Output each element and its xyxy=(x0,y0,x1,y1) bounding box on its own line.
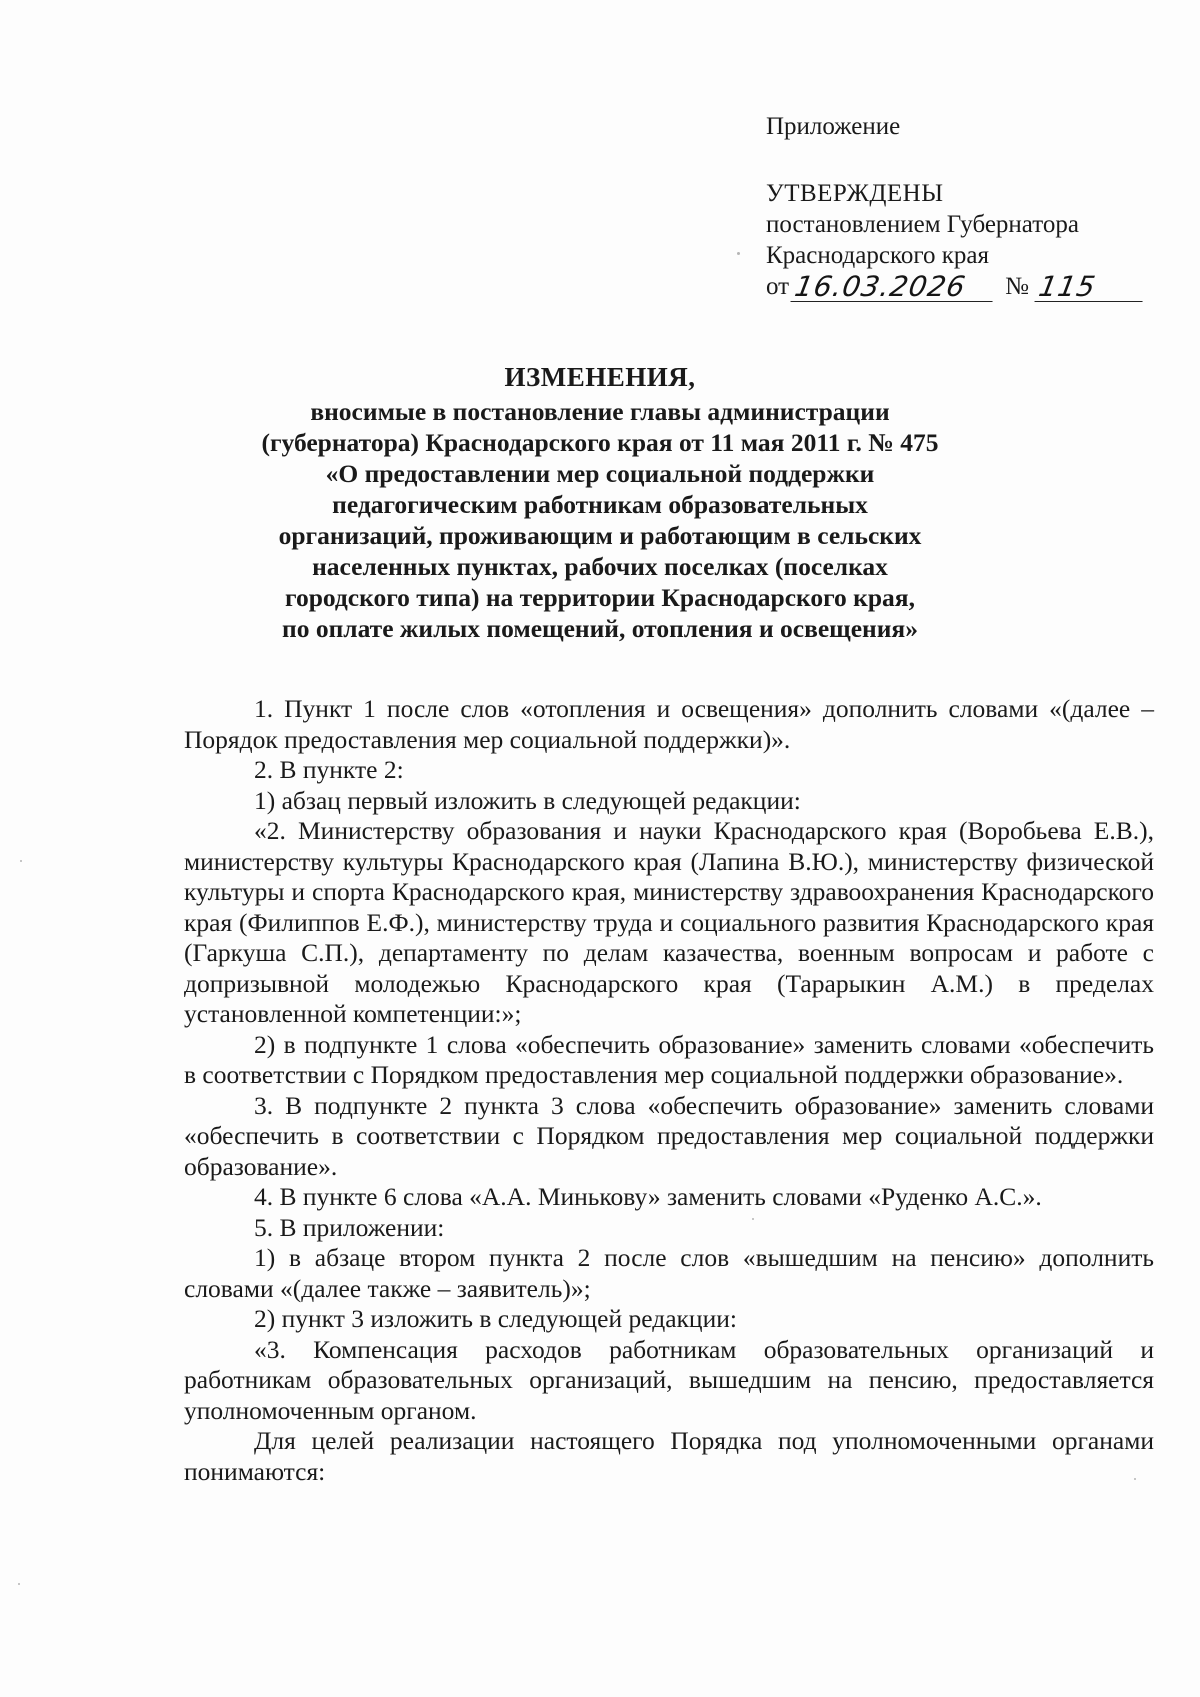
approval-date-line xyxy=(766,271,1145,302)
paragraph-2: 2. В пункте 2: xyxy=(254,755,404,784)
number-sign: № xyxy=(1005,273,1029,300)
handwritten-number: 115 xyxy=(1034,273,1147,302)
paragraph-3: 1) абзац первый изложить в следующей редакции: xyxy=(254,785,801,815)
scan-speck xyxy=(737,252,740,255)
title-line: «О предоставлении мер социальной поддержки xyxy=(325,459,875,488)
scan-speck xyxy=(20,860,22,862)
approval-line-2: Краснодарского края xyxy=(766,242,989,269)
title-line: педагогическим работникам образовательных xyxy=(332,490,868,519)
approval-block xyxy=(766,178,1145,302)
paragraph-10: 2) пункт 3 изложить в следующей редакции: xyxy=(254,1304,737,1333)
approval-title: УТВЕРЖДЕНЫ xyxy=(766,180,944,207)
title-line: по оплате жилых помещений, отопления и освещения» xyxy=(282,614,918,643)
document-title xyxy=(120,362,1080,644)
scan-speck xyxy=(18,1583,20,1585)
paragraph-9: 1) в абзаце втором пункта 2 после слов «вышедшим на пенсию» дополнить словами «(далее также – заявитель)»; xyxy=(184,1243,1154,1303)
title-line: населенных пунктах, рабочих поселках (поселках xyxy=(312,552,888,581)
date-prefix: от xyxy=(766,273,790,300)
title-line: вносимые в постановление главы администрации xyxy=(310,397,890,426)
appendix-label: Приложение xyxy=(766,113,901,140)
handwritten-date: 16.03.2026 xyxy=(791,273,998,302)
title-line: (губернатора) Краснодарского края от 11 мая 2011 г. № 475 xyxy=(261,428,939,457)
paragraph-6: 3. В подпункте 2 пункта 3 слова «обеспечить образование» заменить словами «обеспечить в соответствии с Порядком предоставления мер социальной поддержки образование». xyxy=(184,1090,1154,1181)
title-main: ИЗМЕНЕНИЯ, xyxy=(504,362,696,392)
title-line: городского типа) на территории Краснодарского края, xyxy=(285,583,915,612)
paragraph-11: «3. Компенсация расходов работникам образовательных организаций и работникам образовательных организаций, вышедшим на пенсию, предоставляется уполномоченным органом. xyxy=(184,1334,1154,1425)
paragraph-5: 2) в подпункте 1 слова «обеспечить образование» заменить словами «обеспечить в соответствии с Порядком предоставления мер социальной поддержки образование». xyxy=(184,1029,1154,1089)
approval-line-1: постановлением Губернатора xyxy=(766,211,1079,238)
paragraph-8: 5. В приложении: xyxy=(254,1212,445,1242)
paragraph-12: Для целей реализации настоящего Порядка под уполномоченными органами понимаются: xyxy=(184,1426,1154,1486)
document-body xyxy=(184,694,1154,1487)
paragraph-1: 1. Пункт 1 после слов «отопления и освещения» дополнить словами «(далее – Порядок предоставления мер социальной поддержки)». xyxy=(184,694,1154,754)
title-line: организаций, проживающим и работающим в сельских xyxy=(278,521,922,550)
paragraph-4: «2. Министерству образования и науки Краснодарского края (Воробьева Е.В.), министерству культуры Краснодарского края (Лапина В.Ю.), министерству физической культуры и спорта Краснодарского края, министерству здравоохранения Краснодарского края (Филиппов Е.Ф.), министерству труда и социального развития Краснодарского края (Гаркуша С.П.), департаменту по делам казачества, военным вопросам и работе с допризывной молодежью Краснодарского края (Тарарыкин А.М.) в пределах установленной компетенции:»; xyxy=(184,816,1154,1028)
paragraph-7: 4. В пункте 6 слова «А.А. Минькову» заменить словами «Руденко А.С.». xyxy=(254,1182,1042,1211)
